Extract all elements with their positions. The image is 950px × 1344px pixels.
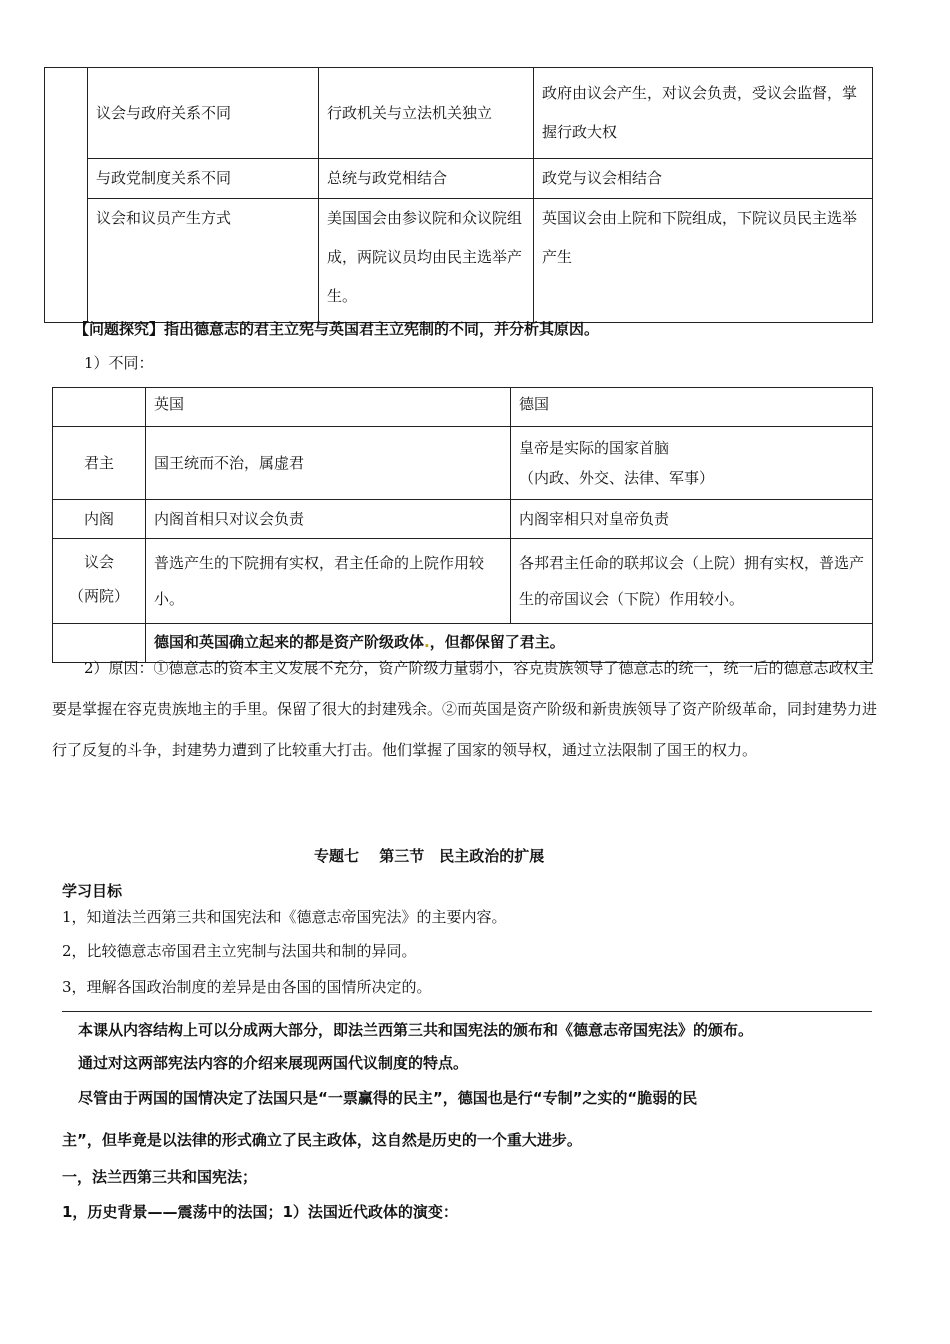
goal-item: 3，理解各国政治制度的差异是由各国的国情所决定的。 [62,978,432,996]
row-label-monarch: 君主 [53,427,146,500]
table-cell: 议会和议员产生方式 [88,199,319,323]
intro-paragraph-3a: 尽管由于两国的国情决定了法国只是“一票赢得的民主”，德国也是行“专制”之实的“脆弱的民 [78,1089,698,1107]
goals-heading: 学习目标 [62,882,123,900]
part-one-heading: 一，法兰西第三共和国宪法； [62,1168,258,1186]
cell-line: （两院） [68,587,129,605]
table-cell: 英国议会由上院和下院组成，下院议员民主选举产生 [534,199,873,323]
table-cell: 国王统而不治，属虚君 [146,427,511,500]
table-cell: 美国国会由参议院和众议院组成，两院议员均由民主选举产生。 [319,199,534,323]
table-cell: 各邦君主任命的联邦议会（上院）拥有实权，普选产生的帝国议会（下院）作用较小。 [511,539,873,624]
cell-line: 议会 [83,553,114,571]
summary-part-b: ，但都保留了君主。 [429,633,565,651]
intro-paragraph-3b: 主”，但毕竟是以法律的形式确立了民主政体，这自然是历史的一个重大进步。 [62,1131,582,1149]
table-cell: 与政党制度关系不同 [88,159,319,199]
comparison-table-us-uk [44,67,873,323]
table-header-empty [53,388,146,427]
section-title: 专题七 第三节 民主政治的扩展 [314,847,545,865]
part-one-subheading: 1，历史背景——震荡中的法国；1）法国近代政体的演变： [62,1203,458,1221]
cell-line: 皇帝是实际的国家首脑 [519,439,670,457]
table-cell: 政党与议会相结合 [534,159,873,199]
table-left-margin-cell [45,68,88,323]
table-cell: 议会与政府关系不同 [88,68,319,159]
table-header-uk: 英国 [146,388,511,427]
table-cell: 普选产生的下院拥有实权，君主任命的上院作用较小。 [146,539,511,624]
table-cell: 行政机关与立法机关独立 [319,68,534,159]
row-label-parliament [53,539,146,624]
table-cell: 政府由议会产生，对议会负责，受议会监督，掌握行政大权 [534,68,873,159]
inquiry-heading: 【问题探究】指出德意志的君主立宪与英国君主立宪制的不同，并分析其原因。 [74,320,600,338]
reason-paragraph: 2）原因：①德意志的资本主义发展不充分，资产阶级力量弱小，容克贵族领导了德意志的统一，统一后的德意志政权主要是掌握在容克贵族地主的手里。保留了很大的封建残余。②而英国是资产阶级和新贵族领导了资产阶级革命，同封建势力进行了反复的斗争，封建势力遭到了比较重大打击。他们掌握了国家的领导权，通过立法限制了国王的权力。 [52,659,878,759]
divider-line [62,1011,872,1012]
table-header-germany: 德国 [511,388,873,427]
table-cell: 内阁首相只对议会负责 [146,500,511,539]
comparison-table-uk-germany [52,387,873,663]
table-cell-germany-monarch [511,427,873,500]
table-cell: 总统与政党相结合 [319,159,534,199]
goal-item: 2，比较德意志帝国君主立宪制与法国共和制的异同。 [62,942,417,960]
dot-mark: . [424,633,430,651]
table-cell: 内阁宰相只对皇帝负责 [511,500,873,539]
intro-paragraph-2: 通过对这两部宪法内容的介绍来展现两国代议制度的特点。 [78,1054,469,1072]
goal-item: 1，知道法兰西第三共和国宪法和《德意志帝国宪法》的主要内容。 [62,908,507,926]
intro-paragraph-1: 本课从内容结构上可以分成两大部分，即法兰西第三共和国宪法的颁布和《德意志帝国宪法》的颁布。 [78,1021,754,1039]
summary-part-a: 德国和英国确立起来的都是资产阶级政体 [154,633,425,651]
difference-label: 1）不同： [84,354,154,372]
cell-line: （内政、外交、法律、军事） [519,469,715,487]
row-label-cabinet: 内阁 [53,500,146,539]
